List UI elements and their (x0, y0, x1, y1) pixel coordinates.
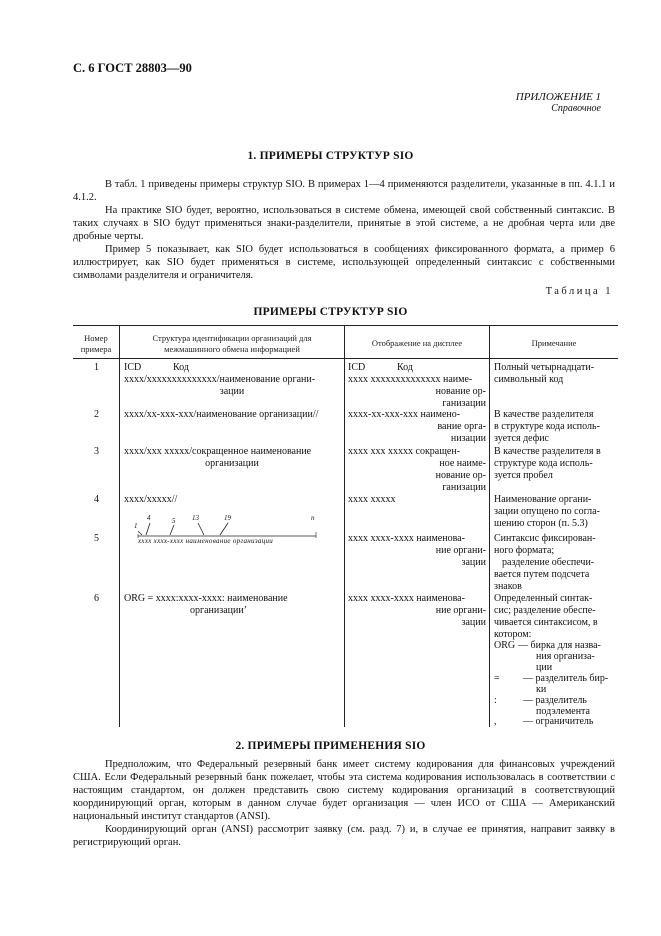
table-col-divider-1 (119, 325, 120, 727)
row3-structure-line-1: xxxx/xxx xxxxx/сокращенное наименование (124, 446, 312, 457)
row1-structure-icd: ICD (124, 362, 142, 373)
section1-paragraph-3: Пример 5 показывает, как SIO будет использоваться в сообщениях фиксированного формата, а пример 6 иллюстрирует, как SIO будет применяться в системе, использующей определенный синтаксис с собственными символами разделителя и ограничителя. (73, 244, 615, 281)
table-title: ПРИМЕРЫ СТРУКТУР SIO (253, 306, 408, 318)
legend-comma-line-1: — ограничитель (523, 716, 594, 727)
row1-display-line-3: нование ор- (435, 386, 486, 397)
section1-heading: 1. ПРИМЕРЫ СТРУКТУР SIO (247, 150, 414, 162)
row4-note-line-2: зации опущено по согла- (494, 506, 600, 517)
row4-note-line-3: шению сторон (п. 5.3) (494, 518, 588, 529)
position-marker-13: 13 (192, 514, 199, 522)
row-number: 1 (94, 362, 99, 373)
row-number: 4 (94, 494, 99, 505)
row2-display-line-3: низации (450, 433, 486, 444)
row5-display-line-3: зации (461, 557, 486, 568)
row2-structure-line-1: xxxx/xx-xxx-xxx/наименование организации// (124, 409, 319, 420)
row2-display-line-1: xxxx-xx-xxx-xxx наимено- (348, 409, 461, 420)
section2-paragraph-1: Предположим, что Федеральный резервный банк имеет систему кодирования для финансовых учреждений США. Если Федеральный резервный банк пожелает, чтобы эта система кодирования использовалась в соответствии с настоящим стандартом, он должен представить свою систему кодирования организаций в соответствующий координирующий орган, которым в данном случае будет организация — член ИСО от США — Американский национальный институт стандартов (ANSI). (73, 759, 615, 822)
header-structure-line-1: Структура идентификации организаций для (152, 333, 312, 343)
row1-structure-line-3: зации (219, 386, 245, 397)
row6-note-line-4: котором: (494, 629, 532, 640)
row5-display-line-1: xxxx xxxx-xxxx наименова- (348, 533, 465, 544)
section1-paragraph-2: На практике SIO будет, вероятно, использоваться в системе обмена, имеющей свой собственный синтаксис. В таких случаях в SIO будут применяться знаки-разделители, принятые в этой системе, а не дробная черта или две дробные черты. (73, 205, 615, 242)
row6-note-line-2: сис; разделение обеспе- (494, 605, 596, 616)
position-marker-1: 1 (134, 522, 138, 530)
row6-display-line-2: ние органи- (435, 605, 486, 616)
row1-display-line-2: xxxx xxxxxxxxxxxxxx наиме- (348, 374, 473, 385)
row-number: 3 (94, 446, 99, 457)
row1-note-line-2: символьный код (494, 374, 564, 385)
row6-display-line-3: зации (461, 617, 486, 628)
row1-display-icd: ICD (348, 362, 366, 373)
position-marker-19: 19 (224, 514, 231, 522)
table-top-border (73, 325, 618, 326)
row2-note-line-2: в структуре кода исполь- (494, 421, 600, 432)
row-number: 6 (94, 593, 99, 604)
row6-note-line-3: чивается синтаксисом, в (494, 617, 598, 628)
position-marker-n: n (311, 514, 315, 522)
row5-note-line-3: разделение обеспечи- (502, 557, 595, 568)
appendix-label (516, 91, 601, 114)
header-number (73, 333, 119, 355)
row2-note-line-1: В качестве разделителя (494, 409, 594, 420)
row4-structure-line-1: xxxx/xxxxx// (124, 494, 178, 505)
legend-org-line-1: — бирка для назва- (518, 640, 601, 651)
legend-comma-symbol: , (494, 716, 497, 727)
position-marker-5: 5 (172, 517, 176, 525)
row6-structure-line-2: организации’ (190, 605, 248, 616)
legend-equals-line-1: — разделитель бир- (523, 673, 609, 684)
row6-note-line-1: Определенный синтак- (494, 593, 593, 604)
row3-note-line-2: структуре кода исполь- (494, 458, 593, 469)
row3-display-line-1: xxxx xxx xxxxx сокращен- (348, 446, 461, 457)
header-number-line-2: примера (80, 344, 112, 354)
row6-display-line-1: xxxx xxxx-xxxx наименова- (348, 593, 465, 604)
row2-display-line-2: вание орга- (437, 421, 486, 432)
row3-note-line-3: зуется пробел (494, 470, 553, 481)
legend-equals-symbol: = (494, 673, 500, 684)
row2-note-line-3: зуется дефис (494, 433, 549, 444)
row4-display-line-1: xxxx xxxxx (348, 494, 396, 505)
row1-display-line-4: ганизации (442, 398, 486, 409)
legend-colon-line-2: подэлемента (536, 706, 590, 717)
fixed-format-string: xxxx xxxx-xxxx наименование организации (138, 537, 274, 545)
row3-display-line-3: нование ор- (435, 470, 486, 481)
row1-note-line-1: Полный четырнадцати- (494, 362, 595, 373)
section1-paragraph-1: В табл. 1 приведены примеры структур SIO. В примерах 1—4 применяются разделители, указанные в пп. 4.1.1 и 4.1.2. (73, 179, 615, 203)
row1-structure-code: Код (173, 362, 189, 373)
header-structure (120, 333, 344, 355)
fixed-format-diagram (124, 512, 344, 548)
legend-equals-line-2: ки (536, 684, 547, 695)
row-number: 2 (94, 409, 99, 420)
row3-note-line-1: В качестве разделителя в (494, 446, 601, 457)
row6-structure-line-1: ORG = xxxx:xxxx-xxxx: наименование (124, 593, 288, 604)
header-structure-line-2: межмашинного обмена информацией (164, 344, 300, 354)
table-header-border (73, 358, 618, 359)
header-note: Примечание (531, 338, 577, 348)
header-number-line-1: Номер (84, 333, 108, 343)
row3-structure-line-2: организации (205, 458, 259, 469)
legend-colon-symbol: : (494, 695, 497, 706)
row-number: 5 (94, 533, 99, 544)
row1-structure-line-2: xxxx/xxxxxxxxxxxxxx/наименование органи- (124, 374, 316, 385)
header-display: Отображение на дисплее (371, 338, 463, 348)
row5-note-line-1: Синтаксис фиксирован- (494, 533, 596, 544)
table-label: Таблица 1 (545, 286, 613, 297)
legend-org-line-2: ния организа- (536, 651, 595, 662)
row1-display-code: Код (397, 362, 413, 373)
section1-body (73, 178, 615, 282)
row3-display-line-4: ганизации (442, 482, 486, 493)
row3-display-line-2: ное наиме- (439, 458, 486, 469)
appendix-subtitle: Справочное (551, 103, 601, 114)
table-col-divider-2 (344, 325, 345, 727)
row5-note-line-2: ного формата; (494, 545, 555, 556)
row5-note-line-4: вается путем подсчета (494, 569, 590, 580)
position-marker-4: 4 (147, 514, 151, 522)
legend-colon-line-1: — разделитель (523, 695, 587, 706)
row5-display-line-2: ние органи- (435, 545, 486, 556)
section2-paragraph-2: Координирующий орган (ANSI) рассмотрит заявку (см. разд. 7) и, в случае ее принятия, направит заявку в регистрирующий орган. (73, 824, 615, 848)
section2-body (73, 758, 615, 849)
page-header: С. 6 ГОСТ 28803—90 (73, 61, 192, 75)
appendix-title: ПРИЛОЖЕНИЕ 1 (515, 91, 601, 103)
row4-note-line-1: Наименование органи- (494, 494, 592, 505)
legend-org-line-3: ции (536, 662, 553, 673)
row5-note-line-5: знаков (494, 581, 522, 592)
table-col-divider-3 (489, 325, 490, 727)
section2-heading: 2. ПРИМЕРЫ ПРИМЕНЕНИЯ SIO (235, 740, 426, 752)
legend-org-symbol: ORG (494, 640, 516, 651)
